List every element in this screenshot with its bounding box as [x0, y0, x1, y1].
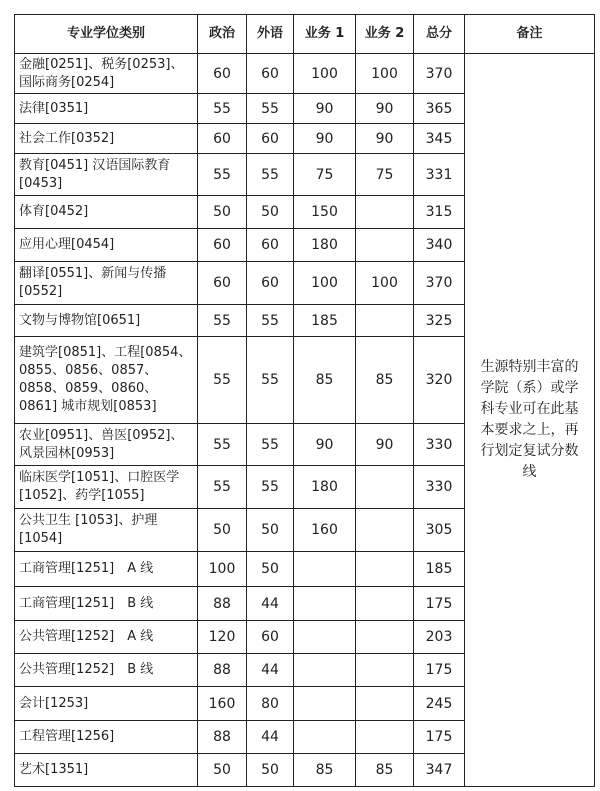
category-cell: 文物与博物馆[0651]: [15, 305, 198, 337]
language-cell: 55: [247, 424, 294, 466]
subject2-cell: [356, 587, 414, 621]
subject2-cell: [356, 687, 414, 721]
subject1-cell: 90: [294, 124, 356, 154]
subject2-cell: 90: [356, 124, 414, 154]
politics-cell: 50: [198, 509, 247, 552]
language-cell: 60: [247, 621, 294, 654]
category-cell: 工商管理[1251] B 线: [15, 587, 198, 621]
category-cell: 会计[1253]: [15, 687, 198, 721]
politics-cell: 160: [198, 687, 247, 721]
language-cell: 60: [247, 124, 294, 154]
total-cell: 330: [414, 424, 465, 466]
language-cell: 55: [247, 466, 294, 509]
total-cell: 203: [414, 621, 465, 654]
score-table: [14, 14, 595, 787]
language-cell: 50: [247, 754, 294, 787]
subject2-cell: [356, 621, 414, 654]
total-cell: 185: [414, 552, 465, 587]
header-total: 总分: [414, 15, 465, 54]
politics-cell: 88: [198, 587, 247, 621]
category-cell: 临床医学[1051]、口腔医学[1052]、药学[1055]: [15, 466, 198, 509]
total-cell: 330: [414, 466, 465, 509]
header-politics: 政治: [198, 15, 247, 54]
language-cell: 60: [247, 262, 294, 305]
category-cell: 法律[0351]: [15, 94, 198, 124]
category-cell: 教育[0451] 汉语国际教育[0453]: [15, 154, 198, 196]
politics-cell: 120: [198, 621, 247, 654]
subject1-cell: 100: [294, 262, 356, 305]
category-cell: 建筑学[0851]、工程[0854、0855、0856、0857、0858、0859、0860、0861] 城市规划[0853]: [15, 337, 198, 424]
category-cell: 工商管理[1251] A 线: [15, 552, 198, 587]
total-cell: 370: [414, 262, 465, 305]
language-cell: 55: [247, 94, 294, 124]
category-cell: 应用心理[0454]: [15, 229, 198, 262]
total-cell: 245: [414, 687, 465, 721]
remark-cell: 生源特别丰富的学院（系）或学科专业可在此基本要求之上，再行划定复试分数线: [465, 54, 595, 787]
subject1-cell: 75: [294, 154, 356, 196]
politics-cell: 55: [198, 305, 247, 337]
subject2-cell: 85: [356, 337, 414, 424]
category-cell: 公共管理[1252] A 线: [15, 621, 198, 654]
subject1-cell: [294, 552, 356, 587]
total-cell: 320: [414, 337, 465, 424]
subject1-cell: [294, 587, 356, 621]
subject2-cell: [356, 229, 414, 262]
category-cell: 社会工作[0352]: [15, 124, 198, 154]
category-cell: 农业[0951]、兽医[0952]、风景园林[0953]: [15, 424, 198, 466]
total-cell: 325: [414, 305, 465, 337]
table-row: [15, 54, 595, 94]
politics-cell: 60: [198, 229, 247, 262]
header-row: [15, 15, 595, 54]
language-cell: 44: [247, 721, 294, 754]
subject2-cell: 75: [356, 154, 414, 196]
total-cell: 331: [414, 154, 465, 196]
header-subject2: 业务 2: [356, 15, 414, 54]
header-remark: 备注: [465, 15, 595, 54]
category-cell: 艺术[1351]: [15, 754, 198, 787]
header-subject1: 业务 1: [294, 15, 356, 54]
subject1-cell: 180: [294, 229, 356, 262]
subject1-cell: 185: [294, 305, 356, 337]
politics-cell: 55: [198, 466, 247, 509]
language-cell: 44: [247, 654, 294, 687]
category-cell: 翻译[0551]、新闻与传播[0552]: [15, 262, 198, 305]
total-cell: 345: [414, 124, 465, 154]
subject2-cell: 100: [356, 54, 414, 94]
subject1-cell: 100: [294, 54, 356, 94]
subject2-cell: 100: [356, 262, 414, 305]
total-cell: 175: [414, 654, 465, 687]
language-cell: 50: [247, 552, 294, 587]
politics-cell: 60: [198, 124, 247, 154]
language-cell: 44: [247, 587, 294, 621]
politics-cell: 55: [198, 337, 247, 424]
politics-cell: 55: [198, 94, 247, 124]
politics-cell: 50: [198, 196, 247, 229]
subject1-cell: [294, 721, 356, 754]
subject1-cell: 150: [294, 196, 356, 229]
total-cell: 347: [414, 754, 465, 787]
subject1-cell: 90: [294, 424, 356, 466]
subject2-cell: 90: [356, 94, 414, 124]
language-cell: 50: [247, 509, 294, 552]
subject1-cell: [294, 654, 356, 687]
category-cell: 金融[0251]、税务[0253]、国际商务[0254]: [15, 54, 198, 94]
politics-cell: 60: [198, 262, 247, 305]
language-cell: 80: [247, 687, 294, 721]
subject2-cell: [356, 721, 414, 754]
language-cell: 55: [247, 305, 294, 337]
politics-cell: 100: [198, 552, 247, 587]
subject1-cell: 85: [294, 337, 356, 424]
subject1-cell: [294, 687, 356, 721]
subject1-cell: 160: [294, 509, 356, 552]
total-cell: 305: [414, 509, 465, 552]
politics-cell: 60: [198, 54, 247, 94]
language-cell: 60: [247, 229, 294, 262]
total-cell: 315: [414, 196, 465, 229]
total-cell: 175: [414, 721, 465, 754]
total-cell: 370: [414, 54, 465, 94]
language-cell: 50: [247, 196, 294, 229]
total-cell: 365: [414, 94, 465, 124]
header-language: 外语: [247, 15, 294, 54]
politics-cell: 88: [198, 654, 247, 687]
subject2-cell: [356, 509, 414, 552]
politics-cell: 55: [198, 154, 247, 196]
subject2-cell: 85: [356, 754, 414, 787]
category-cell: 体育[0452]: [15, 196, 198, 229]
subject1-cell: [294, 621, 356, 654]
subject2-cell: [356, 552, 414, 587]
politics-cell: 88: [198, 721, 247, 754]
category-cell: 工程管理[1256]: [15, 721, 198, 754]
language-cell: 60: [247, 54, 294, 94]
language-cell: 55: [247, 337, 294, 424]
subject2-cell: [356, 654, 414, 687]
header-category: 专业学位类别: [15, 15, 198, 54]
category-cell: 公共管理[1252] B 线: [15, 654, 198, 687]
language-cell: 55: [247, 154, 294, 196]
politics-cell: 50: [198, 754, 247, 787]
total-cell: 340: [414, 229, 465, 262]
subject2-cell: [356, 196, 414, 229]
total-cell: 175: [414, 587, 465, 621]
subject2-cell: [356, 466, 414, 509]
subject1-cell: 180: [294, 466, 356, 509]
subject1-cell: 85: [294, 754, 356, 787]
category-cell: 公共卫生 [1053]、护理[1054]: [15, 509, 198, 552]
politics-cell: 55: [198, 424, 247, 466]
subject2-cell: 90: [356, 424, 414, 466]
subject2-cell: [356, 305, 414, 337]
subject1-cell: 90: [294, 94, 356, 124]
